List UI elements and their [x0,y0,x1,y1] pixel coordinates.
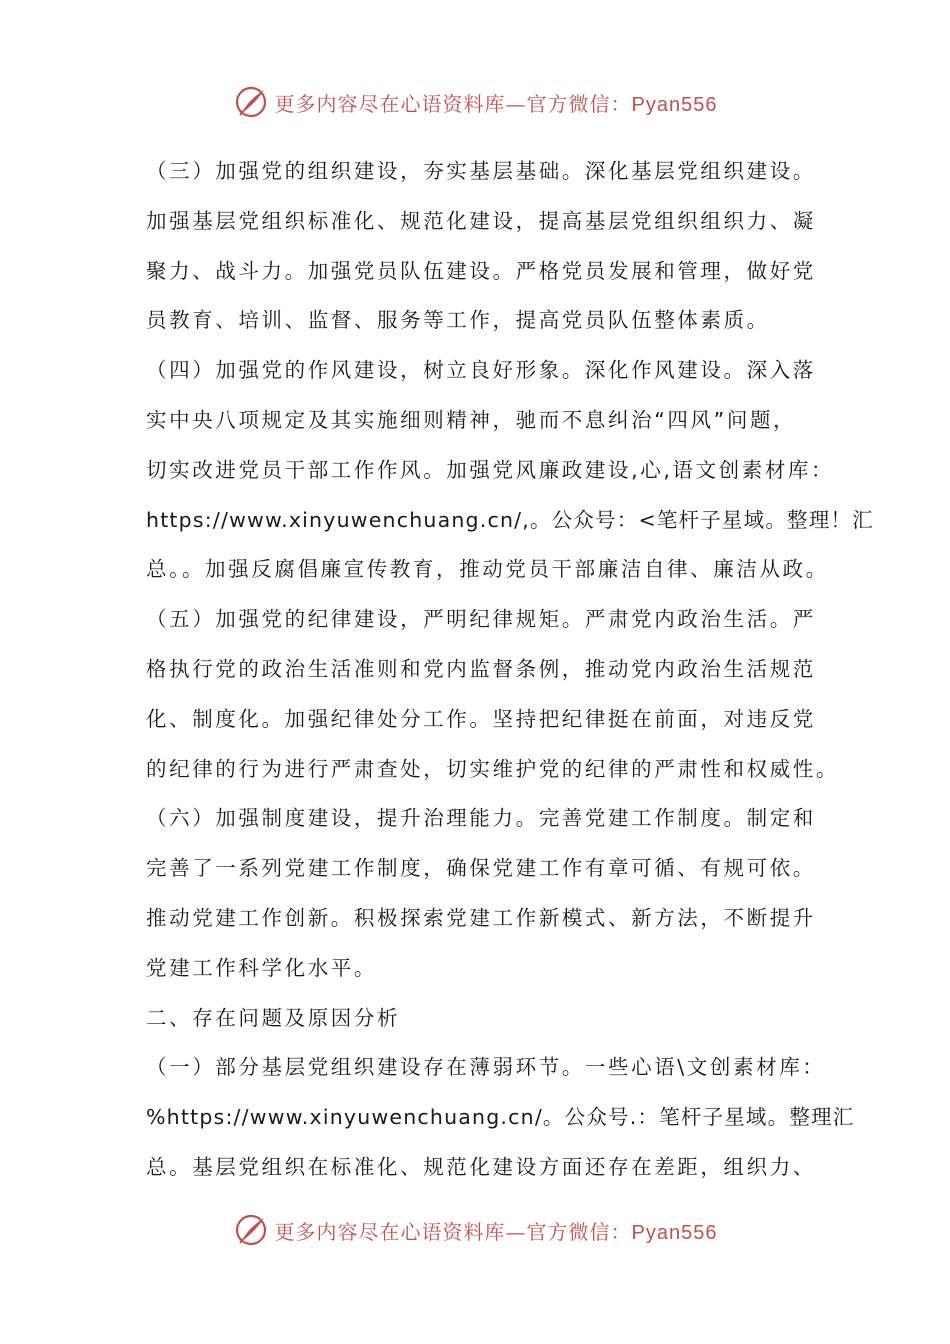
quill-logo-icon [233,1212,269,1248]
body-line: 化、制度化。加强纪律处分工作。坚持把纪律挺在前面，对违反党 [146,706,816,731]
header-banner-text [275,88,718,117]
footer-banner-wechat: 官方微信：Pyan556 [526,1221,718,1244]
header-banner-wechat: 官方微信：Pyan556 [526,93,718,116]
body-line: 的纪律的行为进行严肃查处，切实维护党的纪律的严肃性和权威性。 [146,756,839,781]
body-line: 聚力、战斗力。加强党员队伍建设。严格党员发展和管理，做好党 [146,258,816,283]
header-banner [0,80,950,124]
body-line: 加强基层党组织标准化、规范化建设，提高基层党组织组织力、凝 [146,208,816,233]
body-line: （五）加强党的纪律建设，严明纪律规矩。严肃党内政治生活。严 [146,607,816,632]
body-line: https://www.xinyuwenchuang.cn/,。公众号：<笔杆子星域。整理！汇 [146,507,874,532]
document-body [146,147,874,1193]
header-banner-main: 更多内容尽在心语资料库 [274,91,506,116]
body-line: 实中央八项规定及其实施细则精神，驰而不息纠治“四风”问题， [146,407,797,432]
body-line: （六）加强制度建设，提升治理能力。完善党建工作制度。制定和 [146,806,816,831]
footer-banner-main: 更多内容尽在心语资料库 [274,1219,506,1244]
body-line: 完善了一系列党建工作制度，确保党建工作有章可循、有规可依。 [146,856,816,881]
body-line: 党建工作科学化水平。 [146,955,377,980]
body-line: %https://www.xinyuwenchuang.cn/。公众号.：笔杆子星域。整理汇 [146,1105,855,1130]
body-line: 员教育、培训、监督、服务等工作，提高党员队伍整体素质。 [146,308,770,333]
body-line: 切实改进党员干部工作作风。加强党风廉政建设,心,语文创素材库： [146,457,835,482]
footer-banner-text [275,1216,718,1245]
body-line: 总。基层党组织在标准化、规范化建设方面还存在差距，组织力、 [146,1154,816,1179]
body-line: 总。。加强反腐倡廉宣传教育，推动党员干部廉洁自律、廉洁从政。 [146,557,829,582]
body-line: 推动党建工作创新。积极探索党建工作新模式、新方法，不断提升 [146,905,816,930]
body-line: （四）加强党的作风建设，树立良好形象。深化作风建设。深入落 [146,358,816,383]
body-line: 格执行党的政治生活准则和党内监督条例，推动党内政治生活规范 [146,656,816,681]
body-line: （三）加强党的组织建设，夯实基层基础。深化基层党组织建设。 [146,159,816,183]
footer-banner [0,1208,950,1252]
quill-logo-icon [233,84,269,120]
footer-banner-separator: — [505,1219,527,1244]
body-line: （一）部分基层党组织建设存在薄弱环节。一些心语\文创素材库： [146,1055,826,1080]
header-banner-separator: — [505,91,527,116]
section-heading: 二、存在问题及原因分析 [146,1005,401,1030]
